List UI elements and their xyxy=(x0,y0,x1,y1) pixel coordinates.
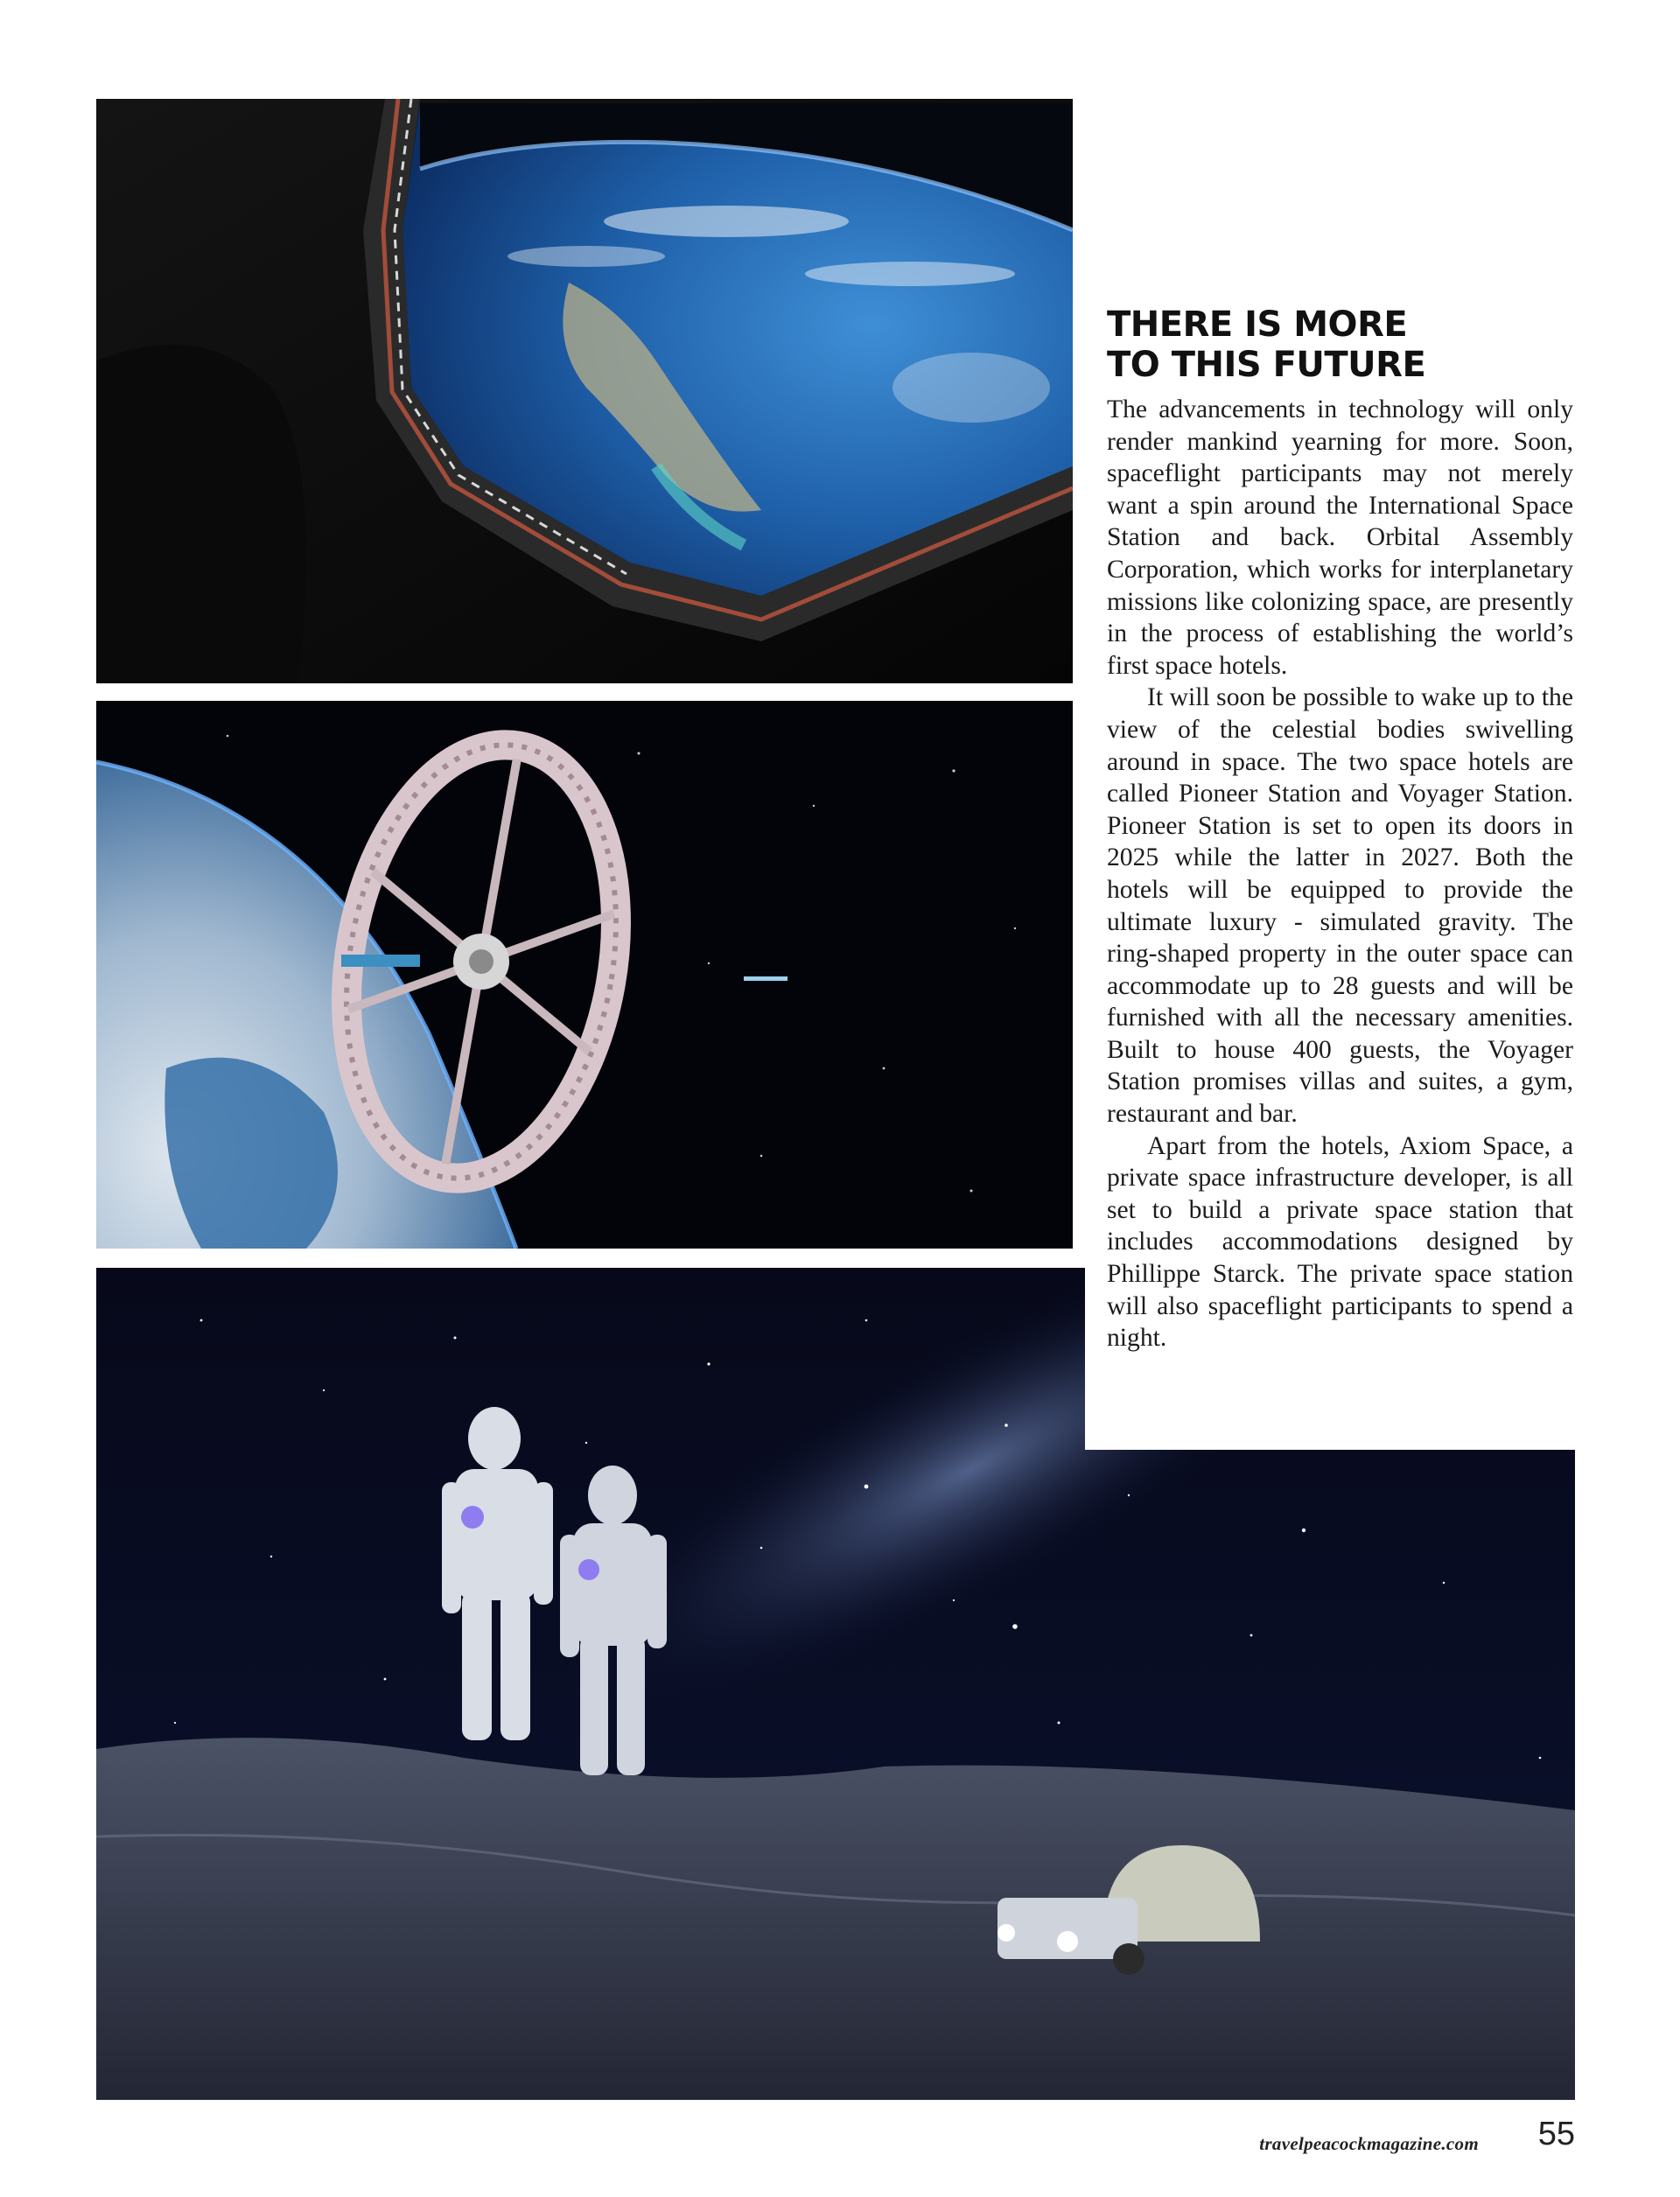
article-headline xyxy=(1107,302,1573,385)
space-station-photo xyxy=(96,701,1073,1249)
page-number: 55 xyxy=(1537,2116,1575,2152)
article-column xyxy=(1085,302,1584,1450)
footer-website: travelpeacockmagazine.com xyxy=(1259,2133,1479,2154)
article-paragraph-1: The advancements in technology will only render mankind yearning for more. Soon, spaceflight participants may not merely want a spin around the International Space Station and back. Orbital Assembly Corporation, which works for interplanetary missions like colonizing space, are presently in the process of establishing the world’s first space hotels. xyxy=(1107,395,1573,680)
article-paragraph-3: Apart from the hotels, Axiom Space, a private space infrastructure developer, is all set to build a private space station that includes accommodations designed by Phillippe Starck. The private space station will also spaceflight participants to spend a night. xyxy=(1107,1131,1573,1353)
earth-window-photo xyxy=(96,99,1073,683)
article-paragraph-2: It will soon be possible to wake up to the view of the celestial bodies swivelling around in space. The two space hotels are called Pioneer Station and Voyager Station. Pioneer Station is set to open its doors in 2025 while the latter in 2027. Both the hotels will be equipped to provide the ultimate luxury - simulated gravity. The ring-shaped property in the outer space can accommodate up to 28 guests and will be furnished with all the necessary amenities. Built to house 400 guests, the Voyager Station promises villas and suites, a gym, restaurant and bar. xyxy=(1107,683,1573,1129)
headline-line-1: THERE IS MORE xyxy=(1107,304,1408,345)
headline-line-2: TO THIS FUTURE xyxy=(1107,345,1426,385)
